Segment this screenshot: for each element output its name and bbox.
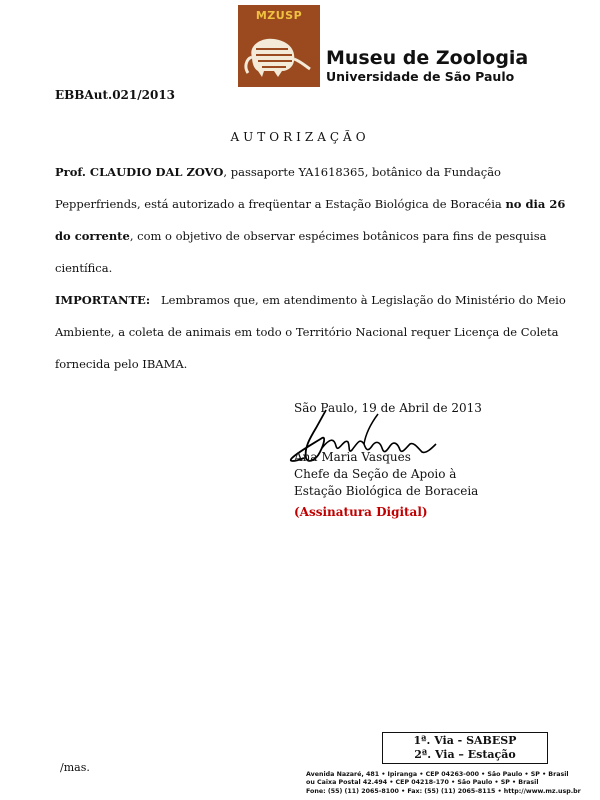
signature-block [294,400,482,521]
copy-line-2: 2ª. Via – Estação [414,748,516,761]
authorized-person: Prof. CLAUDIO DAL ZOVO [55,165,224,179]
footer-line-2: ou Caixa Postal 42.494 • CEP 04218-170 • São Paulo • SP • Brasil [306,779,539,787]
digital-signature-label: (Assinatura Digital) [294,505,428,519]
logo-museum-name: Museu de Zoologia [326,47,529,69]
logo-university: Universidade de São Paulo [326,69,515,84]
authorization-text-1: , passaporte YA1618365, botânico da Fundação Pepperfriends, está autorizado a freqüentar a Estação Biológica de Boracéia [55,165,506,211]
signer-name: Ana Maria Vasques [294,450,411,464]
important-text: Lembramos que, em atendimento à Legislação do Ministério do Meio Ambiente, a coleta de animais em todo o Território Nacional requer Licença de Coleta fornecida pelo IBAMA. [55,293,566,371]
authorization-text-2: , com o objetivo de observar espécimes botânicos para fins de pesquisa científica. [55,229,547,275]
footer-line-1: Avenida Nazaré, 481 • Ipiranga • CEP 04263-000 • São Paulo • SP • Brasil [306,771,569,778]
document-reference: EBBAut.021/2013 [55,88,176,102]
logo-acronym: MZUSP [255,9,303,22]
important-paragraph [55,284,567,380]
footer-line-3: Fone: (55) (11) 2065-8100 • Fax: (55) (11) 2065-8115 • http://www.mz.usp.br [306,787,581,795]
copies-box [382,732,548,764]
authorization-date: no dia 26 do corrente [55,197,566,243]
anteater-icon [244,27,314,83]
signer-role-line1: Chefe da Seção de Apoio à [294,467,457,481]
signer-role-line2: Estação Biológica de Boraceia [294,484,479,498]
important-label: IMPORTANTE: [55,293,151,307]
authorization-paragraph [55,156,567,284]
signature-date: São Paulo, 19 de Abril de 2013 [294,401,482,415]
typist-initials: /mas. [60,761,90,774]
copy-line-1: 1ª. Via - SABESP [413,734,517,747]
museum-logo [238,5,529,87]
logo-emblem [238,5,320,87]
document-title: AUTORIZAÇÃO [230,130,370,144]
address-footer [306,771,581,796]
